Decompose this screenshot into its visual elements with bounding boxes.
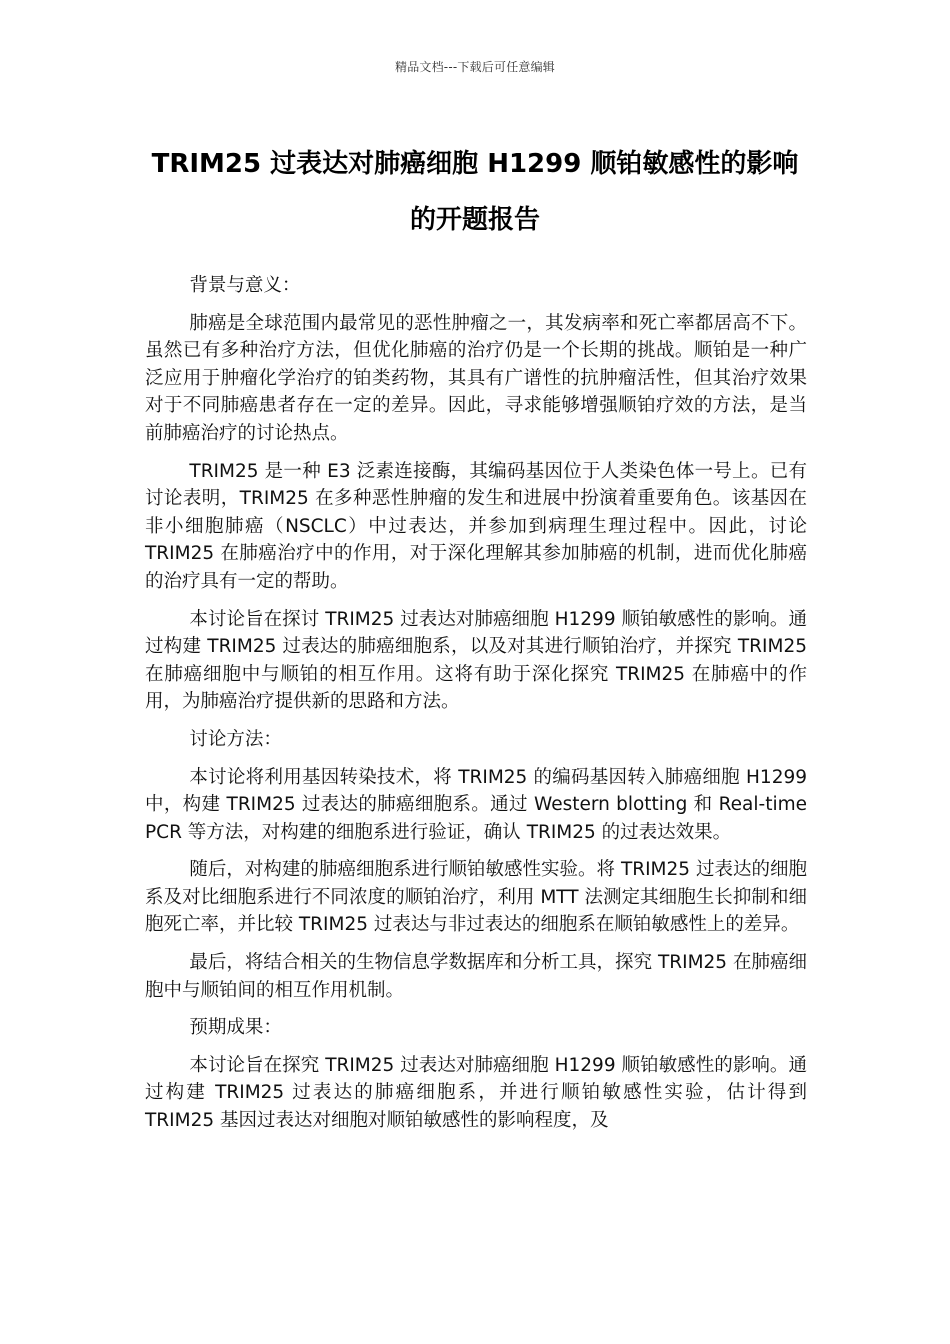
header-note: 精品文档---下载后可任意编辑 xyxy=(395,60,555,74)
section-heading-expected-results: 预期成果： xyxy=(189,1017,282,1039)
document-title: TRIM25 过表达对肺癌细胞 H1299 顺铂敏感性的影响的开题报告 xyxy=(151,149,799,235)
section-heading-background: 背景与意义： xyxy=(189,275,301,296)
paragraph: TRIM25 是一种 E3 泛素连接酶，其编码基因位于人类染色体一号上。已有讨论表明，TRIM25 在多种恶性肿瘤的发生和进展中扮演着重要角色。该基因在非小细胞肺癌（NSCLC）中过表达，并参加到病理生理过程中。因此，讨论 TRIM25 在肺癌治疗中的作用，对于深化理解其参加肺癌的机制，进而优化肺癌的治疗具有一定的帮助。 xyxy=(145,460,807,592)
paragraph: 本讨论旨在探讨 TRIM25 过表达对肺癌细胞 H1299 顺铂敏感性的影响。通过构建 TRIM25 过表达的肺癌细胞系，以及对其进行顺铂治疗，并探究 TRIM25 在肺癌细胞中与顺铂的相互作用。这将有助于深化探究 TRIM25 在肺癌中的作用，为肺癌治疗提供新的思路和方法。 xyxy=(145,608,807,713)
document-body xyxy=(145,272,807,1145)
paragraph: 本讨论旨在探究 TRIM25 过表达对肺癌细胞 H1299 顺铂敏感性的影响。通过构建 TRIM25 过表达的肺癌细胞系，并进行顺铂敏感性实验，估计得到 TRIM25 基因过表达对细胞对顺铂敏感性的影响程度，及 xyxy=(145,1054,807,1132)
section-heading-methods: 讨论方法： xyxy=(189,728,282,750)
paragraph: 本讨论将利用基因转染技术，将 TRIM25 的编码基因转入肺癌细胞 H1299 中，构建 TRIM25 过表达的肺癌细胞系。通过 Western blotting 和 Real-time PCR 等方法，对构建的细胞系进行验证，确认 TRIM25 的过表达效果。 xyxy=(145,766,807,843)
paragraph: 肺癌是全球范围内最常见的恶性肿瘤之一，其发病率和死亡率都居高不下。虽然已有多种治疗方法，但优化肺癌的治疗仍是一个长期的挑战。顺铂是一种广泛应用于肿瘤化学治疗的铂类药物，其具有广谱性的抗肿瘤活性，但其治疗效果对于不同肺癌患者存在一定的差异。因此，寻求能够增强顺铂疗效的方法，是当前肺癌治疗的讨论热点。 xyxy=(145,312,807,444)
paragraph: 随后，对构建的肺癌细胞系进行顺铂敏感性实验。将 TRIM25 过表达的细胞系及对比细胞系进行不同浓度的顺铂治疗，利用 MTT 法测定其细胞生长抑制和细胞死亡率，并比较 TRIM25 过表达与非过表达的细胞系在顺铂敏感性上的差异。 xyxy=(145,859,807,936)
paragraph: 最后，将结合相关的生物信息学数据库和分析工具，探究 TRIM25 在肺癌细胞中与顺铂间的相互作用机制。 xyxy=(145,952,807,1001)
